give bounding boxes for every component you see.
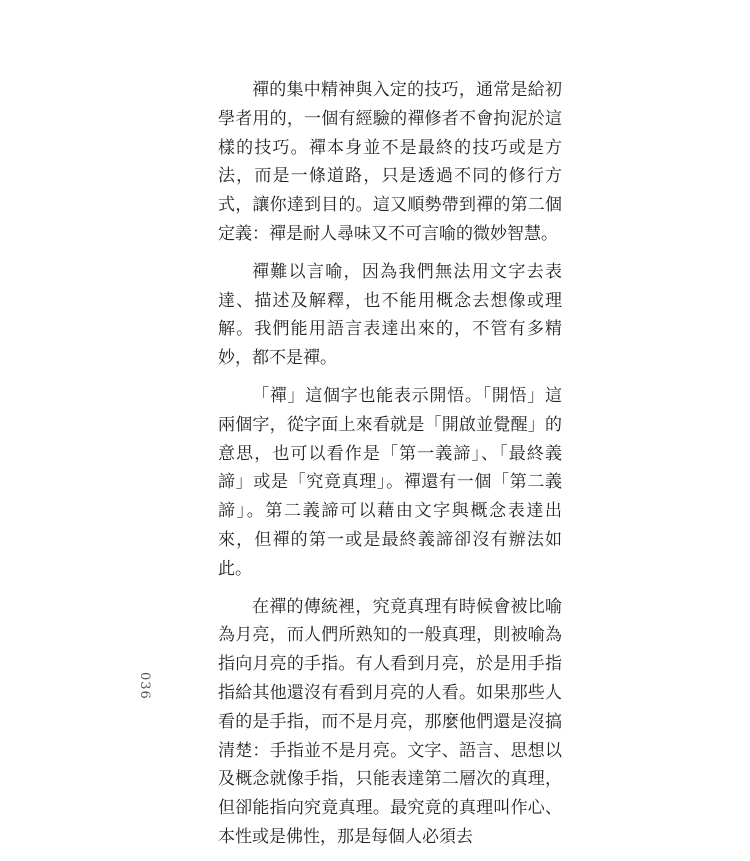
page-number: 036: [137, 672, 152, 700]
paragraph: 「禪」這個字也能表示開悟。「開悟」這兩個字，從字面上來看就是「開啟並覺醒」的意思，也可以看作是「第一義諦」、「最終義諦」或是「究竟真理」。禪還有一個「第二義諦」。第二義諦可以藉由文字與概念表達出來，但禪的第一或是最終義諦卻沒有辦法如此。: [218, 385, 562, 579]
body-text: [218, 76, 562, 861]
paragraph: 在禪的傳統裡，究竟真理有時候會被比喻為月亮，而人們所熟知的一般真理，則被喻為指向月亮的手指。有人看到月亮，於是用手指指給其他還沒有看到月亮的人看。如果那些人看的是手指，而不是月亮，那麼他們還是沒搞清楚：手指並不是月亮。文字、語言、思想以及概念就像手指，只能表達第二層次的真理，但卻能指向究竟真理。最究竟的真理叫作心、本性或是佛性，那是每個人必須去: [218, 596, 562, 847]
paragraph: 禪的集中精神與入定的技巧，通常是給初學者用的，一個有經驗的禪修者不會拘泥於這樣的技巧。禪本身並不是最終的技巧或是方法，而是一條道路，只是透過不同的修行方式，讓你達到目的。這又順勢帶到禪的第二個定義：禪是耐人尋味又不可言喻的微妙智慧。: [218, 80, 562, 244]
paragraph: 禪難以言喻，因為我們無法用文字去表達、描述及解釋，也不能用概念去想像或理解。我們能用語言表達出來的，不管有多精妙，都不是禪。: [218, 261, 562, 369]
